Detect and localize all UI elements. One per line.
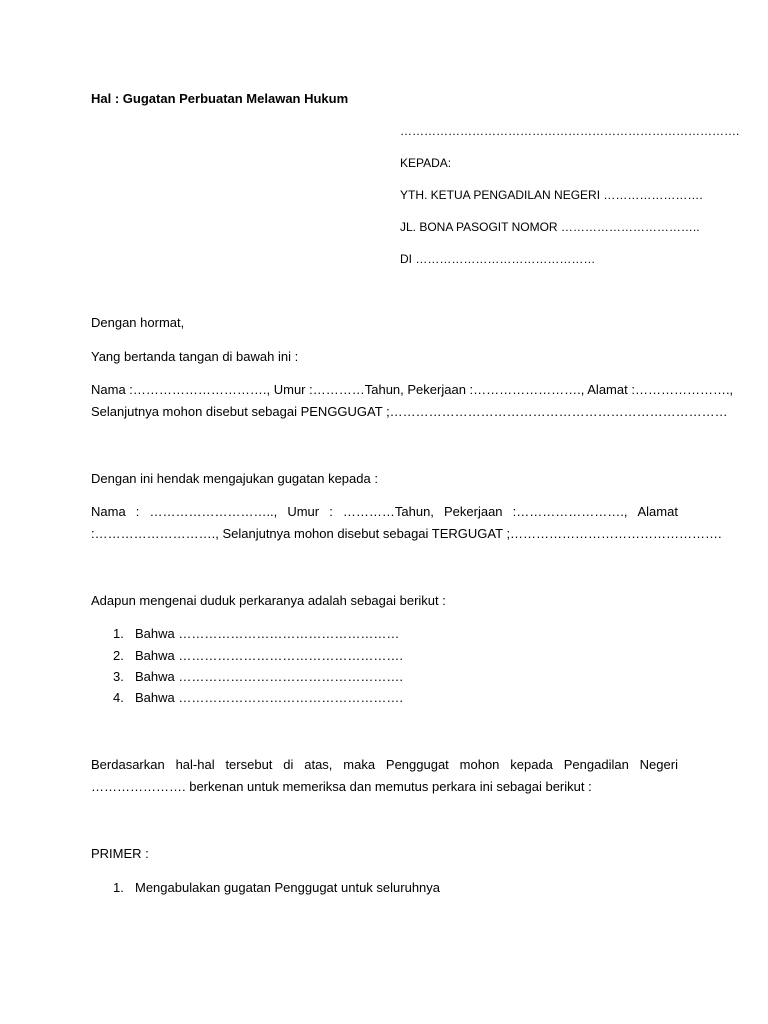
conclusion-word: di [283, 757, 294, 772]
list-item [113, 648, 403, 664]
defendant-word: Alamat [637, 504, 678, 519]
case-intro: Adapun mengenai duduk perkaranya adalah sebagai berikut : [91, 593, 446, 608]
date-line: …………………………………………………………………………. [400, 124, 740, 138]
defendant-line-1 [91, 504, 678, 520]
list-item [113, 880, 440, 896]
defendant-word: Pekerjaan [443, 504, 503, 519]
defendant-word: : [329, 504, 333, 519]
defendant-line-2: :………………………., Selanjutnya mohon disebut sebagai TERGUGAT ;…………………………………………. [91, 526, 722, 541]
plaintiff-line-1: Nama :…………………………., Umur :…………Tahun, Pekerjaan :……………………., Alamat :…………………., [91, 382, 734, 397]
conclusion-word: maka [343, 757, 376, 772]
to-label: KEPADA: [400, 156, 452, 170]
conclusion-word: Penggugat [385, 757, 449, 772]
conclusion-word: Negeri [639, 757, 678, 772]
list-text: Bahwa ……………………………………………. [135, 690, 403, 705]
list-text: Bahwa …………………………………………… [135, 626, 400, 641]
list-item [113, 690, 403, 706]
conclusion-word: Pengadilan [563, 757, 629, 772]
list-text: Bahwa ……………………………………………. [135, 648, 403, 663]
greeting: Dengan hormat, [91, 315, 185, 330]
list-item [113, 669, 403, 685]
list-number: 4. [113, 690, 124, 705]
list-text: Bahwa ……………………………………………. [135, 669, 403, 684]
list-item [113, 626, 399, 642]
list-number: 1. [113, 880, 124, 895]
primer-label: PRIMER : [91, 846, 149, 861]
conclusion-word: hal-hal [175, 757, 215, 772]
defendant-word: Nama [91, 504, 126, 519]
list-text: Mengabulakan gugatan Penggugat untuk seluruhnya [135, 880, 441, 895]
list-number: 2. [113, 648, 124, 663]
intro-line: Yang bertanda tangan di bawah ini : [91, 349, 299, 364]
list-number: 3. [113, 669, 124, 684]
conclusion-word: kepada [510, 757, 553, 772]
conclusion-line-1 [91, 757, 678, 773]
defendant-word: ……………………….., [149, 504, 278, 519]
conclusion-word: mohon [459, 757, 500, 772]
subject-line: Hal : Gugatan Perbuatan Melawan Hukum [91, 91, 349, 106]
plaintiff-line-2: Selanjutnya mohon disebut sebagai PENGGUGAT ;…………………………………………………………………… [91, 404, 728, 419]
conclusion-line-2: …………………. berkenan untuk memeriksa dan memutus perkara ini sebagai berikut : [91, 779, 592, 794]
defendant-word: …………Tahun, [342, 504, 434, 519]
conclusion-word: Berdasarkan [91, 757, 165, 772]
recipient-line: YTH. KETUA PENGADILAN NEGERI ……………………. [400, 188, 703, 202]
conclusion-word: tersebut [225, 757, 273, 772]
defendant-word: :……………………., [512, 504, 628, 519]
defendant-word: : [135, 504, 140, 519]
defendant-word: Umur [287, 504, 320, 519]
conclusion-word: atas, [304, 757, 333, 772]
city-line: DI ……………………………………… [400, 252, 596, 266]
defendant-intro: Dengan ini hendak mengajukan gugatan kepada : [91, 471, 378, 486]
street-line: JL. BONA PASOGIT NOMOR …………………………….. [400, 220, 700, 234]
list-number: 1. [113, 626, 124, 641]
